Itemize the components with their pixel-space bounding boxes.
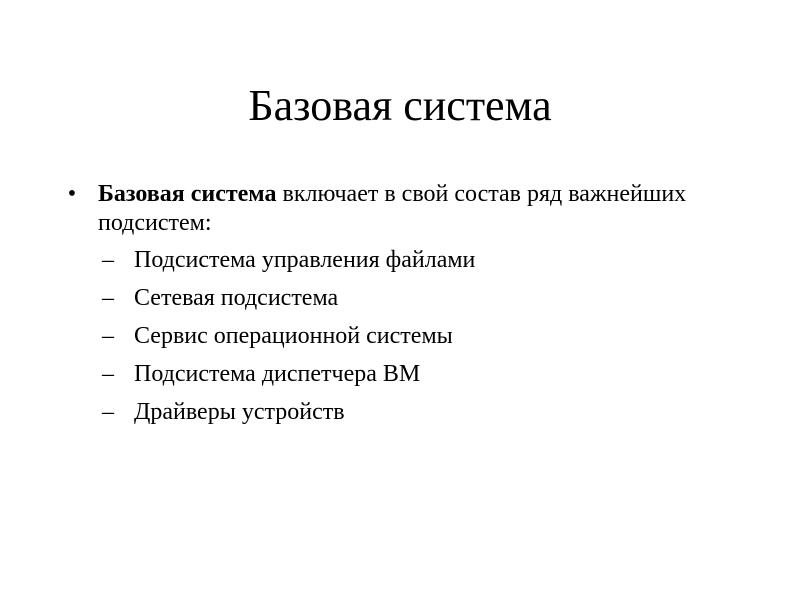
sub-list bbox=[62, 246, 742, 427]
list-item-label: Драйверы устройств bbox=[134, 399, 345, 425]
list-item bbox=[62, 284, 742, 313]
list-item bbox=[62, 360, 742, 389]
dash-icon: – bbox=[102, 361, 114, 387]
main-bullet-bold-text: Базовая система bbox=[98, 181, 277, 207]
list-item-label: Сетевая подсистема bbox=[134, 285, 339, 311]
main-bullet bbox=[62, 180, 742, 238]
bullet-dot-icon: • bbox=[67, 181, 77, 207]
list-item bbox=[62, 322, 742, 351]
slide-body bbox=[62, 180, 742, 436]
list-item-label: Подсистема диспетчера ВМ bbox=[134, 361, 421, 387]
list-item-label: Подсистема управления файлами bbox=[134, 247, 476, 273]
dash-icon: – bbox=[102, 247, 114, 273]
dash-icon: – bbox=[102, 323, 114, 349]
dash-icon: – bbox=[102, 399, 114, 425]
list-item bbox=[62, 246, 742, 275]
slide-title: Базовая система bbox=[248, 81, 552, 130]
list-item bbox=[62, 398, 742, 427]
main-bullet-text: включает в свой состав ряд важнейших подсистем: bbox=[98, 181, 687, 236]
dash-icon: – bbox=[102, 285, 114, 311]
list-item-label: Сервис операционной системы bbox=[134, 323, 453, 349]
